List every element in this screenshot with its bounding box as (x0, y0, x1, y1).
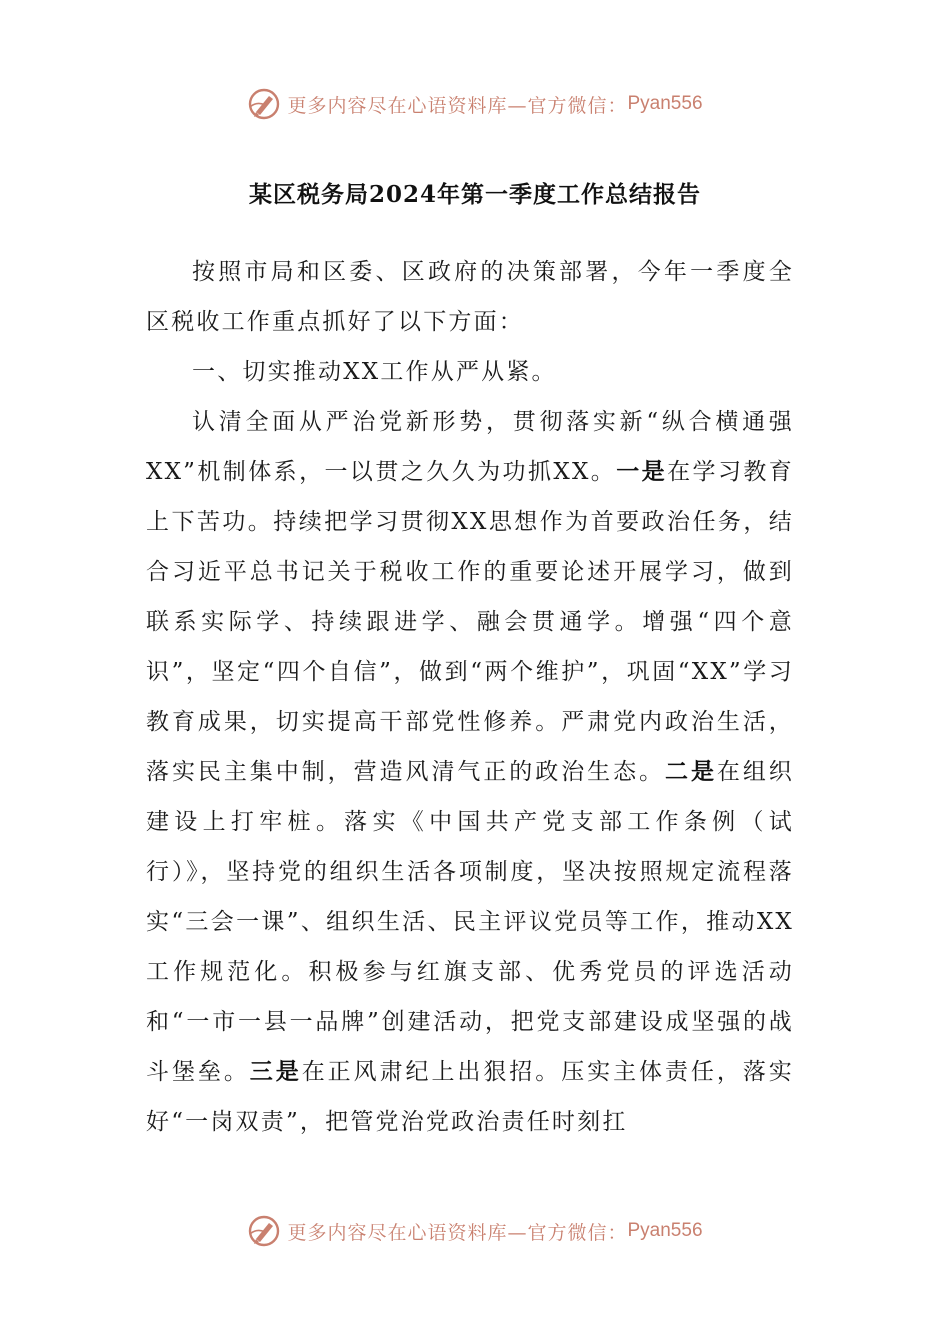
watermark-text: 更多内容尽在心语资料库—官方微信： (287, 1221, 628, 1244)
paragraph-text: 在学习教育上下苦功。持续把学习贯彻XX思想作为首要政治任务，结合习近平总书记关于税收工作的重要论述开展学习，做到联系实际学、持续跟进学、融会贯通学。增强“四个意识”，坚定“四个自信”，做到“两个维护”，巩固“XX”学习教育成果，切实提高干部党性修养。严肃党内政治生活，落实民主集中制，营造风清气正的政治生态。 (146, 459, 795, 785)
section-heading: 一、切实推动XX工作从严从紧。 (192, 359, 557, 385)
watermark-footer (0, 1211, 950, 1251)
emphasis-marker: 一是 (616, 459, 668, 485)
watermark-wechat-id: Pyan556 (627, 93, 703, 114)
paragraph-text: 认清全面从严治党新形势，贯彻落实新“纵合横通强XX”机制体系，一以贯之久久为功抓XX。 (146, 409, 794, 485)
emphasis-marker: 三是 (249, 1059, 302, 1085)
watermark-text: 更多内容尽在心语资料库—官方微信： (287, 94, 628, 117)
emphasis-marker: 二是 (665, 759, 717, 785)
paragraph-text: 在正风肃纪上出狠招。压实主体责任，落实好“一岗双责”，把管党治党政治责任时刻扛 (146, 1059, 794, 1135)
section-paragraph (146, 397, 794, 1147)
intro-paragraph: 按照市局和区委、区政府的决策部署，今年一季度全区税收工作重点抓好了以下方面： (146, 259, 794, 335)
pen-circle-logo-icon (247, 1214, 281, 1248)
watermark-wechat-id: Pyan556 (627, 1220, 703, 1241)
document-title: 某区税务局2024年第一季度工作总结报告 (248, 181, 701, 208)
pen-circle-logo-icon (247, 87, 281, 121)
document-body (146, 247, 794, 1147)
paragraph-text: 在组织建设上打牢桩。落实《中国共产党支部工作条例（试行）》，坚持党的组织生活各项制度，坚决按照规定流程落实“三会一课”、组织生活、民主评议党员等工作，推动XX工作规范化。积极参与红旗支部、优秀党员的评选活动和“一市一县一品牌”创建活动，把党支部建设成坚强的战斗堡垒。 (146, 759, 795, 1085)
watermark-header (0, 84, 950, 124)
